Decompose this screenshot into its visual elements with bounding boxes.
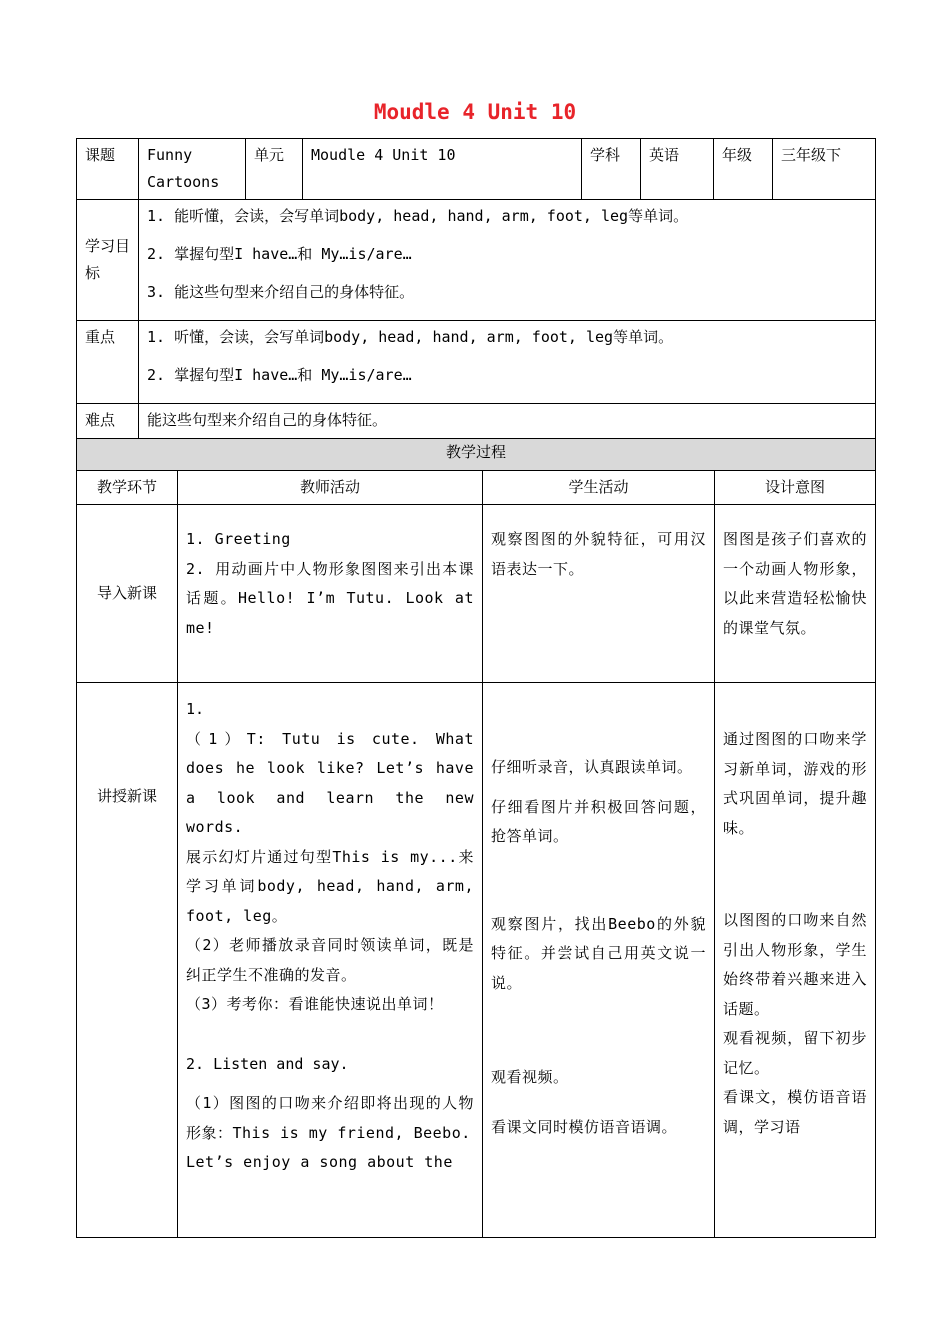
design-text: 通过图图的口吻来学习新单词，游戏的形式巩固单词，提升趣味。 [723, 730, 868, 837]
key-item: 1. 听懂，会读，会写单词body, head, hand, arm, foot, leg等单词。 [147, 328, 674, 346]
teacher-step: 2. 用动画片中人物形象图图来引出本课话题。Hello! I’m Tutu. Look at me! [186, 559, 474, 637]
lesson-info-table [76, 138, 876, 452]
column-header-row [77, 471, 876, 505]
difficulty-value: 能这些句型来介绍自己的身体特征。 [139, 404, 876, 452]
subject-value: 英语 [641, 139, 714, 200]
stage-label: 讲授新课 [77, 683, 178, 1238]
student-activity [483, 505, 715, 683]
subject-label: 学科 [582, 139, 641, 200]
goal-item: 2. 掌握句型I have…和 My…is/are… [147, 245, 412, 263]
info-row-goals [77, 200, 876, 321]
teacher-step: 2. Listen and say. [186, 1054, 349, 1073]
student-text: 看课文同时模仿语音语调。 [491, 1117, 678, 1136]
goals-cell [139, 200, 876, 321]
student-text: 仔细听录音，认真跟读单词。 [491, 758, 693, 776]
teacher-step: （3）考考你：看谁能快速说出单词！ [186, 995, 444, 1013]
key-item: 2. 掌握句型I have…和 My…is/are… [147, 366, 412, 384]
key-cell [139, 321, 876, 404]
teacher-step: Let’s enjoy a song about the [186, 1153, 453, 1171]
column-header: 教学环节 [77, 471, 178, 505]
student-text: 观察图图的外貌特征，可用汉语表达一下。 [491, 530, 706, 578]
info-row-topic [77, 139, 876, 200]
design-text: 观看视频，留下初步记忆。 [723, 1029, 868, 1077]
goal-item: 3. 能这些句型来介绍自己的身体特征。 [147, 283, 415, 301]
process-header: 教学过程 [77, 439, 876, 471]
page-title: Moudle 4 Unit 10 [373, 100, 577, 124]
teacher-step: （1）图图的口吻来介绍即将出现的人物形象：This is my friend, Beebo. [186, 1094, 474, 1142]
unit-value: Moudle 4 Unit 10 [303, 139, 582, 200]
grade-value: 三年级下 [773, 139, 876, 200]
unit-label: 单元 [246, 139, 303, 200]
design-text: 以图图的口吻来自然引出人物形象，学生始终带着兴趣来进入话题。 [723, 911, 868, 1018]
teacher-activity [178, 683, 483, 1238]
student-text: 观察图片，找出Beebo的外貌特征。并尝试自己用英文说一说。 [491, 914, 706, 992]
difficulty-label: 难点 [77, 404, 139, 452]
teacher-step: 1. Greeting [186, 530, 291, 548]
teaching-process-table [76, 438, 876, 1238]
design-text: 图图是孩子们喜欢的一个动画人物形象，以此来营造轻松愉快的课堂气氛。 [723, 530, 868, 637]
student-text: 仔细看图片并积极回答问题，抢答单词。 [491, 797, 706, 845]
column-header: 教师活动 [178, 471, 483, 505]
teacher-step: （1）T: Tutu is cute. What does he look like? Let’s have a look and learn the new words. [186, 729, 474, 836]
student-activity [483, 683, 715, 1238]
goal-item: 1. 能听懂，会读，会写单词body, head, hand, arm, foot, leg等单词。 [147, 207, 689, 225]
goals-label: 学习目标 [77, 200, 139, 321]
teacher-step: （2）老师播放录音同时领读单词，既是纠正学生不准确的发音。 [186, 936, 474, 984]
grade-label: 年级 [714, 139, 773, 200]
info-row-key [77, 321, 876, 404]
intro-row [77, 505, 876, 683]
stage-label: 导入新课 [77, 505, 178, 683]
topic-label: 课题 [77, 139, 139, 200]
student-text: 观看视频。 [491, 1068, 569, 1086]
teacher-activity [178, 505, 483, 683]
teacher-step: 1. [186, 700, 205, 718]
column-header: 学生活动 [483, 471, 715, 505]
teacher-step: 展示幻灯片通过句型This is my...来学习单词body, head, hand, arm, foot, leg。 [186, 847, 474, 925]
column-header: 设计意图 [715, 471, 876, 505]
design-intent [715, 683, 876, 1238]
topic-value: Funny Cartoons [139, 139, 246, 200]
design-intent [715, 505, 876, 683]
new-lesson-row [77, 683, 876, 1238]
key-label: 重点 [77, 321, 139, 404]
process-header-row [77, 439, 876, 471]
design-text: 看课文，模仿语音语调，学习语 [723, 1088, 868, 1136]
